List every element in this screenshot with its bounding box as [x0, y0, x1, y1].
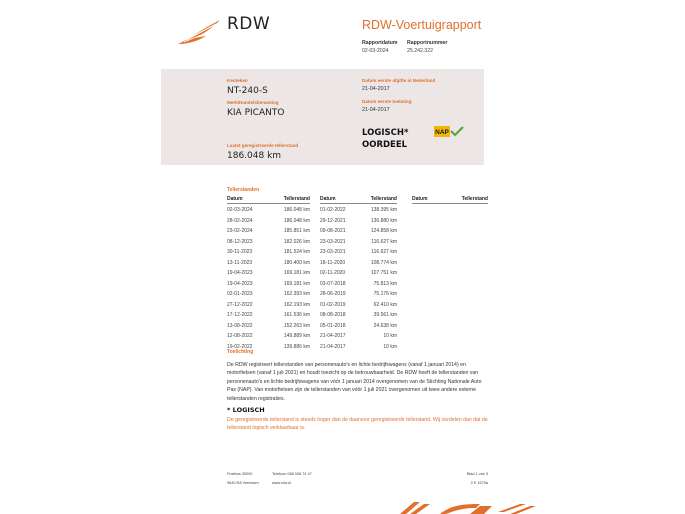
- tellerstand-datum: 02-11-2020: [320, 270, 346, 276]
- tellerstand-waarde: 124.858 km: [370, 228, 397, 234]
- tellerstand-datum: 02-01-2023: [227, 291, 253, 297]
- tellerstand-datum: 28-02-2024: [227, 217, 253, 224]
- tellerstand-row: [227, 300, 310, 311]
- tellerstand-row: [320, 289, 397, 300]
- tellerstand-waarde: 185.851 km: [283, 228, 310, 234]
- toelichting-title: Toelichting: [227, 349, 254, 355]
- vehicle-panel: [161, 69, 484, 165]
- footer-stripes-icon: [380, 500, 550, 514]
- logo-text: RDW: [227, 14, 271, 34]
- report-title: RDW-Voertuigrapport: [362, 18, 482, 32]
- tellerstand-datum: 27-12-2022: [227, 301, 253, 308]
- nap-logo-icon: [434, 126, 464, 137]
- tellerstand-datum: 19-04-2023: [227, 270, 253, 276]
- footer-postbus: Postbus 30000: [227, 472, 253, 476]
- tellerstand-waarde: 181.524 km: [283, 249, 310, 255]
- merk-value: KIA PICANTO: [227, 108, 285, 118]
- tellerstand-datum: 23-03-2021: [320, 249, 346, 255]
- tellerstand-datum: 01-02-2019: [320, 301, 346, 308]
- toelichting-text: De RDW registreert tellerstanden van personenauto's en lichte bedrijfswagens (vanaf 1 januari 2014) en motorfietsen (vanaf 1 juli 2021) en houdt toezicht op de betrouwbaarheid. De RDW heeft de tellerstanden van personenauto's en lichte bedrijfswagens van vóór 1 januari 2014 overgenomen van de Stichting Nationale Auto Pas (NAP). Van motorfietsen zijn de tellerstanden van vóór 1 juli 2021 overgenomen uit twee andere externe tellerstanden registraties.: [227, 362, 482, 402]
- logisch-text: De geregistreerde tellerstand is steeds hoger dan de daarvoor geregistreerde tellerstand. Wij oordelen dan dat de tellerstand logisch verklaarbaar is.: [227, 417, 488, 432]
- footer-address: [227, 470, 259, 488]
- teller-value: 186.048 km: [227, 151, 282, 161]
- tellerstand-row: [320, 247, 397, 258]
- tellerstand-waarde: 169.181 km: [283, 280, 310, 287]
- datum-eerste-nl-value: 21-04-2017: [362, 86, 390, 92]
- tellerstand-datum: 19-02-2022: [227, 343, 253, 350]
- tellerstand-waarde: 180.400 km: [283, 259, 310, 266]
- col3-datum-header: Datum: [412, 196, 428, 202]
- footer-blad: Blad 1 van 3: [466, 472, 488, 476]
- footer-website: www.rdw.nl: [272, 481, 291, 485]
- tellerstand-waarde: 162.393 km: [283, 291, 310, 297]
- tellerstand-waarde: 152.263 km: [283, 322, 310, 329]
- tellerstand-datum: 13-08-2022: [227, 322, 253, 329]
- tellerstand-datum: 18-11-2020: [320, 259, 346, 266]
- tellerstand-waarde: 107.751 km: [370, 270, 397, 276]
- tellerstand-datum: 13-11-2023: [227, 259, 253, 266]
- tellerstand-waarde: 186.048 km: [283, 217, 310, 224]
- col1-datum-header: Datum: [227, 196, 243, 202]
- tellerstand-datum: 01-02-2022: [320, 207, 346, 213]
- tellerstand-row: [227, 331, 310, 342]
- datum-eerste-nl-label: Datum eerste afgifte in Nederland: [362, 78, 436, 83]
- tellerstand-waarde: 39.561 km: [373, 312, 397, 318]
- tellerstand-row: [227, 237, 310, 248]
- tellerstand-row: [320, 216, 397, 227]
- tellerstanden-column-2: [320, 205, 397, 352]
- tellerstand-waarde: 108.774 km: [370, 259, 397, 266]
- tellerstand-waarde: 62.410 km: [373, 301, 397, 308]
- tellerstand-datum: 30-11-2023: [227, 249, 253, 255]
- col2-divider: [320, 203, 397, 204]
- rdw-logo-icon: [176, 18, 222, 46]
- tellerstand-row: [227, 310, 310, 321]
- tellerstand-datum: 28-06-2019: [320, 291, 346, 297]
- tellerstand-row: [320, 226, 397, 237]
- tellerstand-waarde: 169.181 km: [283, 270, 310, 276]
- tellerstand-datum: 23-02-2024: [227, 228, 253, 234]
- oordeel-line2: OORDEEL: [362, 140, 408, 150]
- tellerstand-row: [320, 258, 397, 269]
- tellerstand-waarde: 138.395 km: [370, 207, 397, 213]
- tellerstanden-title: Tellerstanden: [227, 187, 260, 193]
- rapportnummer-block: [407, 40, 447, 54]
- teller-label: Laatst geregistreerde tellerstand: [227, 143, 299, 148]
- tellerstand-row: [227, 289, 310, 300]
- tellerstand-datum: 12-08-2022: [227, 333, 253, 339]
- tellerstand-datum: 08-08-2018: [320, 312, 346, 318]
- tellerstand-waarde: 10 km: [383, 343, 397, 350]
- datum-eerste-toel-label: Datum eerste toelating: [362, 99, 412, 104]
- tellerstand-waarde: 139.886 km: [283, 343, 310, 350]
- tellerstand-waarde: 10 km: [383, 333, 397, 339]
- tellerstand-row: [320, 237, 397, 248]
- tellerstand-row: [320, 310, 397, 321]
- tellerstand-row: [320, 331, 397, 342]
- footer-page-info: [446, 470, 488, 488]
- col3-teller-header: Tellerstand: [461, 196, 488, 202]
- tellerstand-datum: 19-04-2023: [227, 280, 253, 287]
- oordeel-line1: LOGISCH*: [362, 128, 409, 138]
- rapportnummer-label: Rapportnummer: [407, 40, 448, 46]
- kenteken-value: NT-240-S: [227, 86, 268, 96]
- tellerstand-row: [227, 216, 310, 227]
- tellerstand-datum: 03-07-2018: [320, 280, 346, 287]
- tellerstand-waarde: 24.638 km: [373, 322, 397, 329]
- tellerstand-waarde: 161.536 km: [283, 312, 310, 318]
- tellerstand-row: [320, 300, 397, 311]
- tellerstand-waarde: 162.193 km: [283, 301, 310, 308]
- tellerstand-waarde: 182.026 km: [283, 238, 310, 245]
- tellerstand-row: [320, 205, 397, 216]
- tellerstand-row: [227, 258, 310, 269]
- tellerstand-datum: 21-04-2017: [320, 343, 346, 350]
- col1-teller-header: Tellerstand: [283, 196, 310, 202]
- nap-text: NAP: [435, 129, 449, 136]
- tellerstand-datum: 23-03-2021: [320, 238, 346, 245]
- rapportdatum-block: [362, 40, 397, 54]
- tellerstand-row: [227, 247, 310, 258]
- tellerstand-datum: 21-04-2017: [320, 333, 346, 339]
- tellerstand-datum: 08-12-2023: [227, 238, 253, 245]
- merk-label: Merk/Handelsbenaming: [227, 100, 279, 105]
- tellerstand-datum: 17-12-2022: [227, 312, 253, 318]
- rapportdatum-value: 02-03-2024: [362, 48, 389, 54]
- tellerstand-waarde: 116.627 km: [371, 249, 397, 255]
- tellerstand-row: [320, 342, 397, 353]
- tellerstand-waarde: 149.889 km: [283, 333, 310, 339]
- tellerstand-datum: 29-12-2021: [320, 217, 346, 224]
- col2-teller-header: Tellerstand: [370, 196, 397, 202]
- tellerstand-waarde: 116.627 km: [371, 238, 397, 245]
- tellerstand-datum: 05-01-2018: [320, 322, 346, 329]
- tellerstand-waarde: 75.813 km: [373, 280, 397, 287]
- tellerstanden-column-1: [227, 205, 310, 352]
- col3-divider: [412, 203, 488, 204]
- tellerstand-row: [320, 321, 397, 332]
- rapportdatum-label: Rapportdatum: [362, 40, 398, 46]
- tellerstand-row: [227, 226, 310, 237]
- datum-eerste-toel-value: 21-04-2017: [362, 107, 390, 113]
- tellerstand-row: [227, 279, 310, 290]
- kenteken-label: Kenteken: [227, 78, 248, 83]
- footer-code: 2 E 1675a: [470, 481, 488, 485]
- tellerstand-row: [320, 279, 397, 290]
- tellerstand-waarde: 136.880 km: [370, 217, 397, 224]
- col1-divider: [227, 203, 310, 204]
- footer-telefoon: Telefoon 088 008 74 47: [272, 472, 312, 476]
- tellerstand-waarde: 75.176 km: [373, 291, 397, 297]
- tellerstand-row: [227, 321, 310, 332]
- tellerstand-row: [227, 205, 310, 216]
- col2-datum-header: Datum: [320, 196, 336, 202]
- oordeel: [362, 127, 408, 151]
- footer-contact: [272, 470, 312, 488]
- rapportnummer-value: 25.242.322: [407, 48, 433, 54]
- tellerstand-waarde: 186.048 km: [283, 207, 310, 213]
- tellerstand-datum: 09-08-2021: [320, 228, 346, 234]
- tellerstand-row: [320, 268, 397, 279]
- footer-postcode: 9640 RA Veendam: [227, 481, 259, 485]
- tellerstand-row: [227, 268, 310, 279]
- tellerstand-datum: 02-03-2024: [227, 207, 253, 213]
- logisch-title: * LOGISCH: [227, 406, 265, 414]
